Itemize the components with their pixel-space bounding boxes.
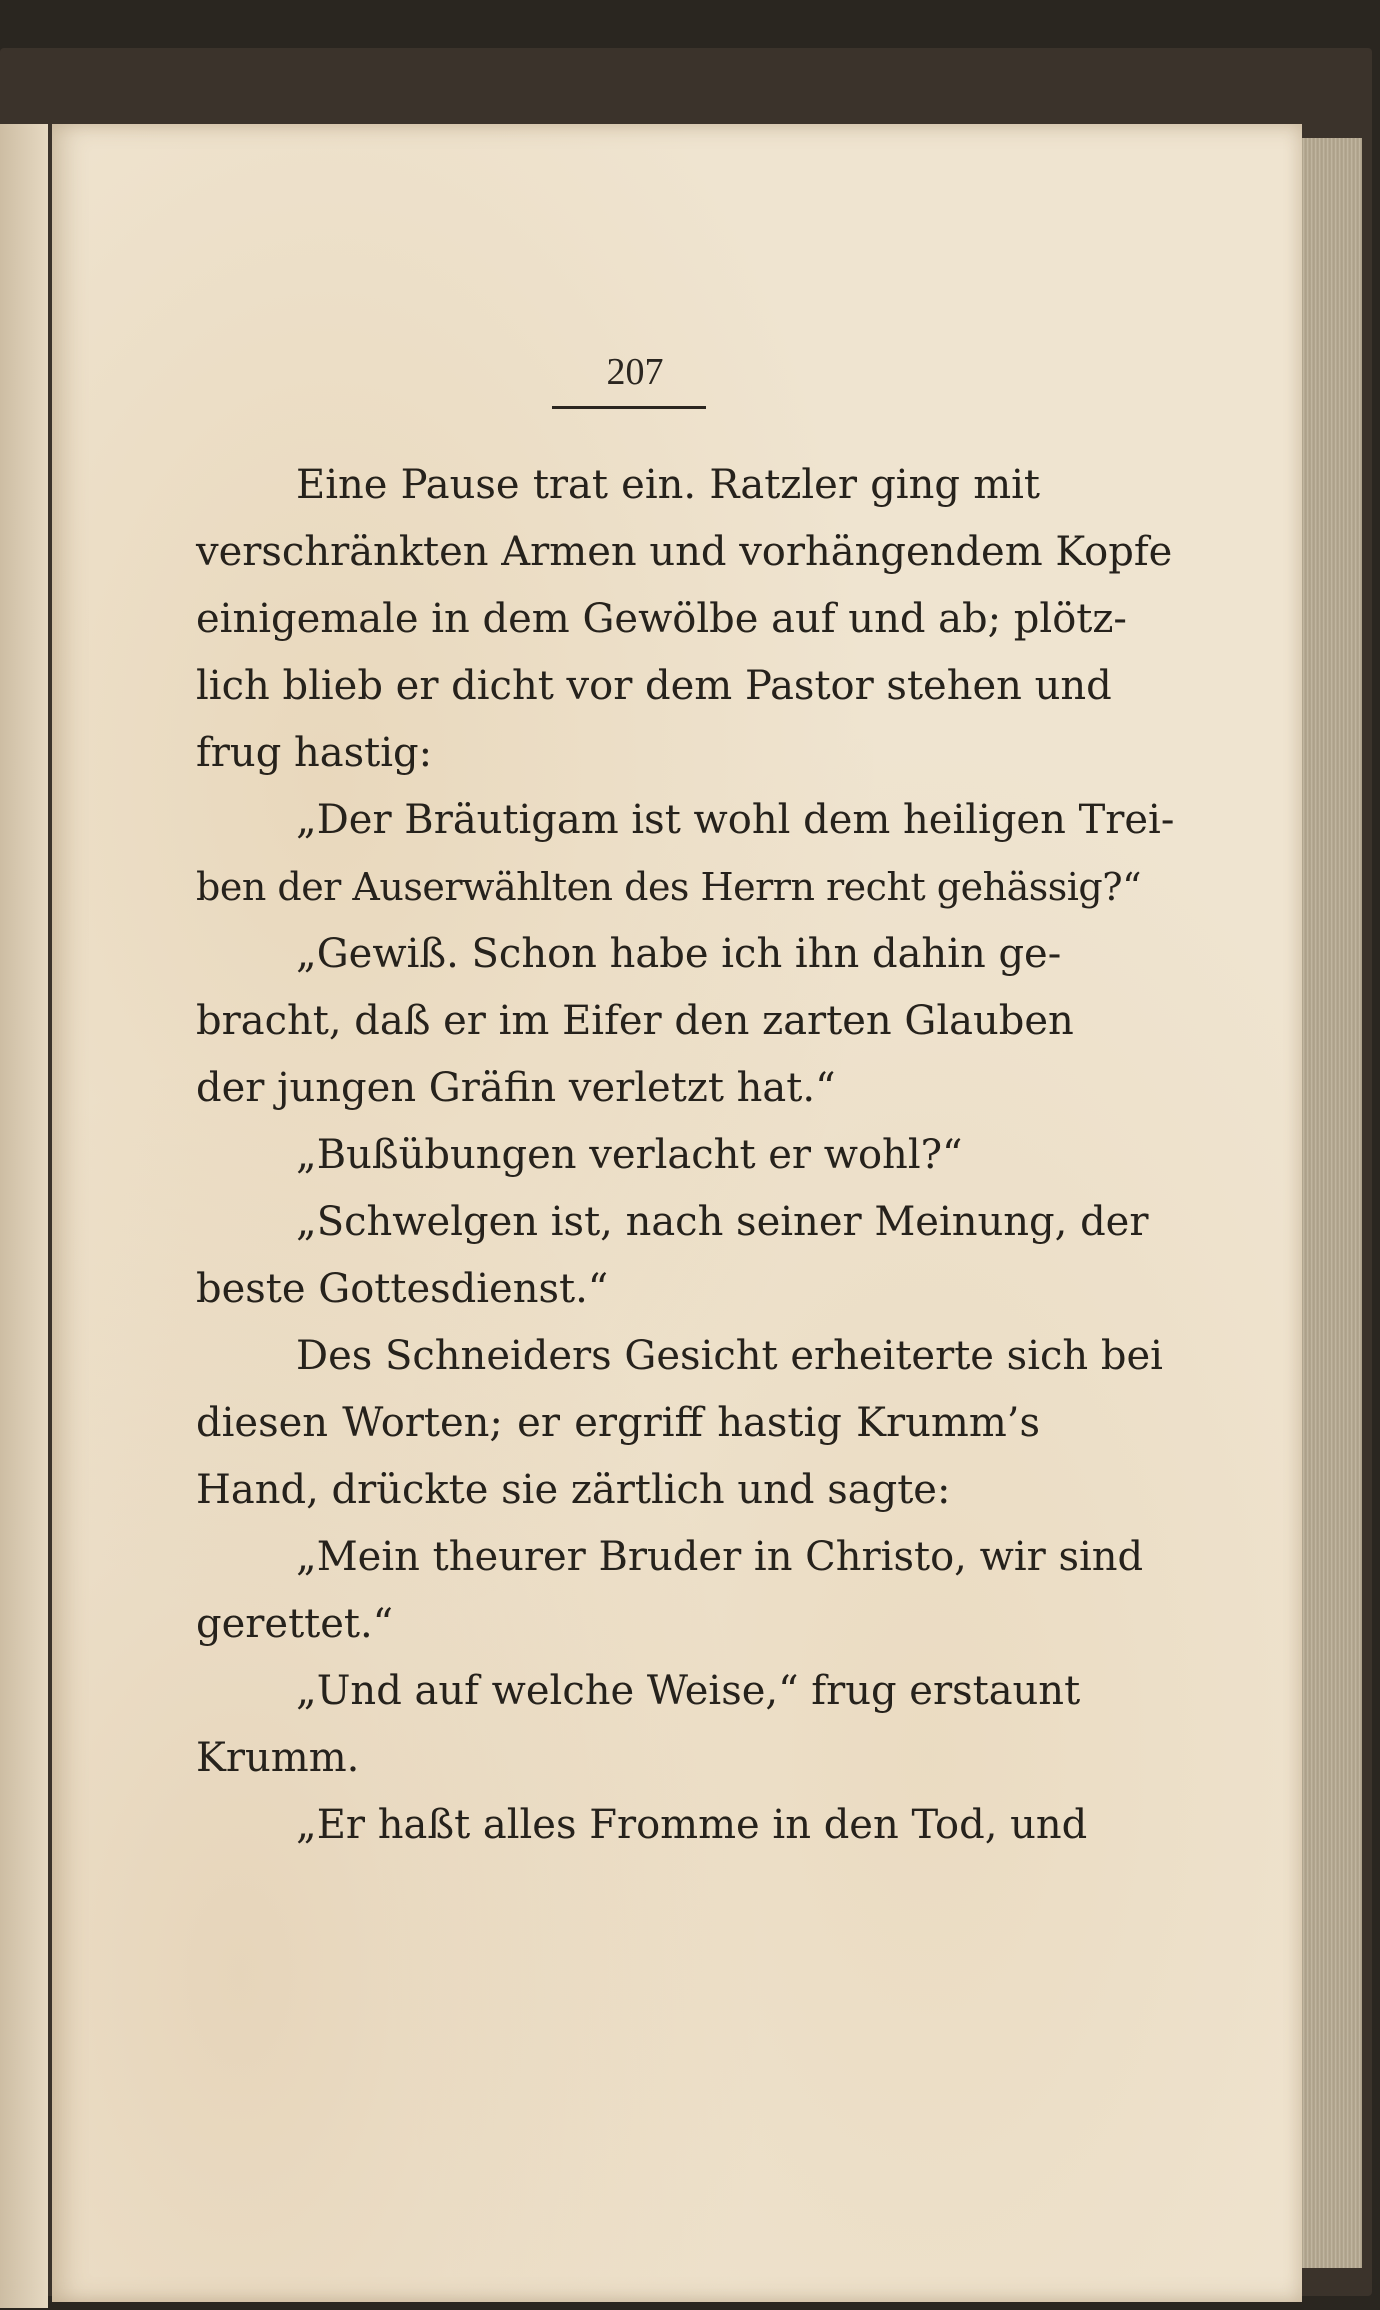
text-line: „Mein theurer Bruder in Christo, wir sind [296, 1534, 1144, 1580]
text-line: Krumm. [196, 1735, 360, 1781]
text-line: „Bußübungen verlacht er wohl?“ [296, 1132, 963, 1178]
text-line: Des Schneiders Gesicht erheiterte sich bei [296, 1333, 1163, 1379]
text-line: Hand, drückte sie zärtlich und sagte: [196, 1467, 951, 1513]
text-line: frug hastig: [196, 730, 433, 776]
previous-page-edge [0, 124, 48, 2308]
text-line: einigemale in dem Gewölbe auf und ab; plötz- [196, 596, 1127, 642]
text-line: der jungen Gräfin verletzt hat.“ [196, 1065, 836, 1111]
body-text [196, 452, 1175, 1859]
text-line: diesen Worten; er ergriff hastig Krumm’s [196, 1400, 1040, 1446]
header-rule [552, 406, 706, 409]
text-line: gerettet.“ [196, 1601, 394, 1647]
text-line: verschränkten Armen und vorhängendem Kopfe [196, 529, 1173, 575]
text-line: bracht, daß er im Eifer den zarten Glauben [196, 998, 1074, 1044]
text-line: „Und auf welche Weise,“ frug erstaunt [296, 1668, 1081, 1714]
text-line: ben der Auserwählten des Herrn recht gehässig?“ [196, 865, 1141, 909]
text-line: beste Gottesdienst.“ [196, 1266, 609, 1312]
text-line: „Schwelgen ist, nach seiner Meinung, der [296, 1199, 1149, 1245]
text-line: „Gewiß. Schon habe ich ihn dahin ge- [296, 931, 1062, 977]
text-line: „Der Bräutigam ist wohl dem heiligen Trei- [296, 797, 1175, 843]
text-line: Eine Pause trat ein. Ratzler ging mit [296, 462, 1040, 508]
text-line: „Er haßt alles Fromme in den Tod, und [296, 1802, 1088, 1848]
text-line: lich blieb er dicht vor dem Pastor stehen und [196, 663, 1112, 709]
page-number: 207 [606, 351, 664, 393]
